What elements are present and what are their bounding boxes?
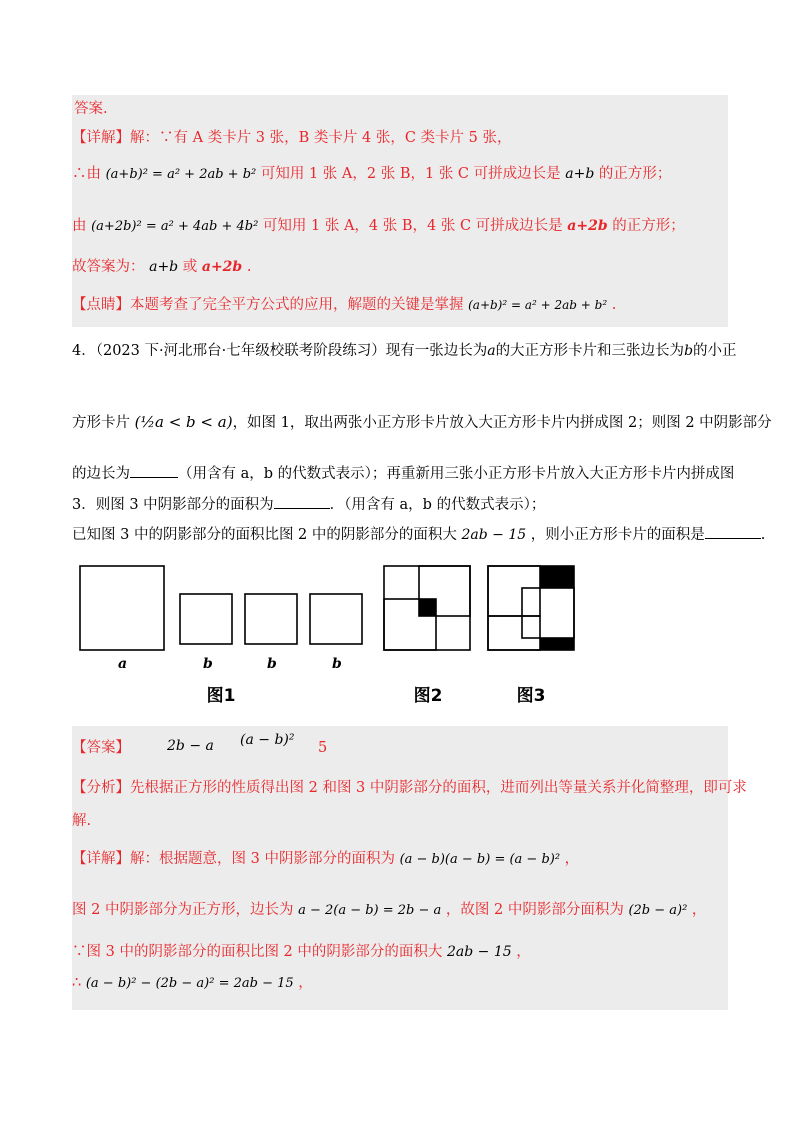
formula: (a − b)(a − b) = (a − b)² xyxy=(399,852,561,867)
label-b-2: b xyxy=(267,656,277,672)
analysis-line-1: 【分析】先根据正方形的性质得出图 2 和图 3 中阴影部分的面积，进而列出等量关系并化简整理，即可求 xyxy=(72,780,747,796)
question-line-4: 3．则图 3 中阴影部分的面积为 ．（用含有 a，b 的代数式表示）； xyxy=(72,494,545,515)
detail-tag: 【详解】 xyxy=(72,130,130,146)
small-square-b-1 xyxy=(180,594,232,644)
label-a: a xyxy=(118,656,128,672)
figures-diagram xyxy=(0,560,800,720)
shaded-rect-top xyxy=(540,566,574,588)
question-line-3: 的边长为 （用含有 a，b 的代数式表示）；再重新用三张小正方形卡片放入大正方形卡片内拼成图 xyxy=(72,463,734,484)
answer-blank-2[interactable] xyxy=(274,494,330,509)
analysis-tag: 【分析】 xyxy=(72,780,130,796)
answer-prefix: 答案. xyxy=(74,101,108,117)
note-line: 【点睛】本题考查了完全平方公式的应用，解题的关键是掌握 (a+b)² = a² + 2ab + b² . xyxy=(72,297,617,313)
answer-blank-1[interactable] xyxy=(130,463,178,478)
label-b-1: b xyxy=(203,656,213,672)
answer-expr-2: a+2b xyxy=(201,259,243,275)
answer-value-1: 2b − a xyxy=(167,738,214,754)
detail2-line-2: 图 2 中阴影部分为正方形，边长为 a − 2(a − b) = 2b − a ，故图 2 中阴影部分面积为 (2b − a)² ， xyxy=(72,902,707,918)
expression: a+b xyxy=(565,166,595,182)
small-square-b-2 xyxy=(245,594,297,644)
note-tag: 【点睛】 xyxy=(72,297,130,313)
detail-line-2: ∴由 (a+b)² = a² + 2ab + b² 可知用 1 张 A，2 张 B，1 张 C 可拼成边长是 a+b 的正方形； xyxy=(72,166,672,182)
shaded-rect-bottom xyxy=(540,638,574,650)
detail-line-4: 故答案为： a+b 或 a+2b . xyxy=(72,259,252,275)
formula: (a+b)² = a² + 2ab + b² xyxy=(468,298,608,312)
caption-fig-1: 图1 xyxy=(206,686,236,706)
detail-line-3: 由 (a+2b)² = a² + 4ab + 4b² 可知用 1 张 A，4 张 B，4 张 C 可拼成边长是 a+2b 的正方形； xyxy=(72,218,685,234)
detail2-line-3: ∵图 3 中的阴影部分的面积比图 2 中的阴影部分的面积大 2ab − 15 ， xyxy=(72,944,531,960)
detail2-line-4: ∴ (a − b)² − (2b − a)² = 2ab − 15 ， xyxy=(72,975,313,991)
detail-text: 解：∵有 A 类卡片 3 张，B 类卡片 4 张，C 类卡片 5 张， xyxy=(130,130,512,146)
expression: a+2b xyxy=(567,218,608,234)
condition: (½a < b < a) xyxy=(134,413,233,431)
question-line-2: 方形卡片 (½a < b < a)，如图 1，取出两张小正方形卡片放入大正方形卡片内拼成图 2；则图 2 中阴影部分 xyxy=(72,413,772,431)
big-square-a xyxy=(80,566,164,650)
label-b-3: b xyxy=(332,656,342,672)
figure-2 xyxy=(384,566,470,650)
question-line-5: 已知图 3 中的阴影部分的面积比图 2 中的阴影部分的面积大 2ab − 15 ，则小正方形卡片的面积是 . xyxy=(72,524,765,545)
answer-blank-3[interactable] xyxy=(705,524,761,539)
expression: 2ab − 15 xyxy=(447,944,512,960)
formula: (a+b)² = a² + 2ab + b² xyxy=(105,167,257,182)
formula: (a+2b)² = a² + 4ab + 4b² xyxy=(91,219,259,234)
answer-expr-1: a+b xyxy=(149,259,179,275)
formula: (2b − a)² xyxy=(628,903,688,918)
answer-value-2: (a − b)² xyxy=(240,732,295,748)
shaded-square xyxy=(419,599,436,616)
detail-line-1 xyxy=(72,128,512,148)
caption-fig-3: 图3 xyxy=(516,686,546,706)
question-line-1: 4．（2023 下·河北邢台·七年级校联考阶段练习）现有一张边长为a的大正方形卡片和三张边长为b的小正 xyxy=(72,343,737,359)
caption-fig-2: 图2 xyxy=(413,686,443,706)
answer-value-3: 5 xyxy=(318,740,328,756)
analysis-line-2: 解. xyxy=(72,813,92,829)
formula: a − 2(a − b) = 2b − a xyxy=(298,903,442,918)
answer-line xyxy=(72,738,130,758)
small-square-b-3 xyxy=(310,594,362,644)
answer-tag: 【答案】 xyxy=(72,740,130,756)
detail-tag: 【详解】 xyxy=(72,851,130,867)
detail2-line-1: 【详解】解：根据题意，图 3 中阴影部分的面积为 (a − b)(a − b) = (a − b)² ， xyxy=(72,851,580,867)
expression: 2ab − 15 xyxy=(461,527,527,543)
figure-3 xyxy=(488,566,574,650)
formula: (a − b)² − (2b − a)² = 2ab − 15 xyxy=(85,976,294,991)
